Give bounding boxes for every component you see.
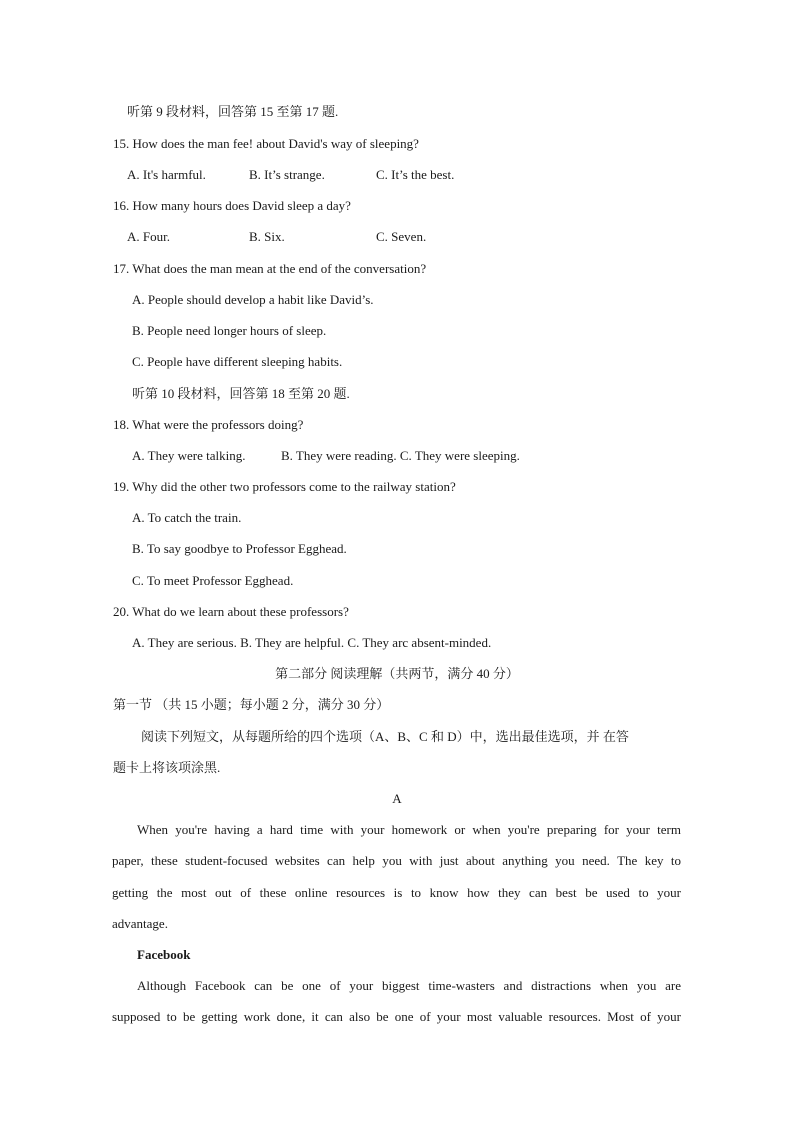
question-20-stem: 20. What do we learn about these professors? bbox=[113, 604, 349, 619]
paragraph-1-line-4: advantage. bbox=[112, 916, 168, 931]
question-19-option-b: B. To say goodbye to Professor Egghead. bbox=[132, 541, 347, 556]
question-16-option-a: A. Four. bbox=[127, 229, 170, 244]
paragraph-1-line-1: When you're having a hard time with your homework or when you're preparing for your term bbox=[137, 822, 681, 837]
section10-header: 听第 10 段材料，回答第 18 至第 20 题. bbox=[132, 386, 350, 401]
heading-facebook: Facebook bbox=[137, 947, 191, 962]
question-20-options: A. They are serious. B. They are helpful. C. They arc absent-minded. bbox=[132, 635, 492, 650]
question-15-option-b: B. It’s strange. bbox=[249, 167, 325, 182]
question-15-stem: 15. How does the man fee! about David's way of sleeping? bbox=[113, 136, 419, 151]
question-16-option-b: B. Six. bbox=[249, 229, 285, 244]
question-18-stem: 18. What were the professors doing? bbox=[113, 417, 304, 432]
question-18-option-a: A. They were talking. bbox=[132, 448, 246, 463]
question-18-options-b-c: B. They were reading. C. They were sleeping. bbox=[281, 448, 520, 463]
section9-header: 听第 9 段材料，回答第 15 至第 17 题. bbox=[127, 104, 339, 119]
paragraph-1-line-2: paper, these student-focused websites can help you with just about anything you need. The key to bbox=[112, 853, 681, 868]
question-16-stem: 16. How many hours does David sleep a day? bbox=[113, 198, 351, 213]
question-15-option-c: C. It’s the best. bbox=[376, 167, 455, 182]
question-17-option-c: C. People have different sleeping habits. bbox=[132, 354, 343, 369]
question-16-option-c: C. Seven. bbox=[376, 229, 427, 244]
question-19-stem: 19. Why did the other two professors come to the railway station? bbox=[113, 479, 456, 494]
question-15-option-a: A. It's harmful. bbox=[127, 167, 206, 182]
question-19-option-c: C. To meet Professor Egghead. bbox=[132, 573, 294, 588]
paragraph-2-line-1: Although Facebook can be one of your biggest time-wasters and distractions when you are bbox=[137, 978, 681, 993]
paragraph-1-line-3: getting the most out of these online resources is to know how they can best be used to your bbox=[112, 885, 681, 900]
passage-label: A bbox=[392, 791, 402, 806]
section-one-title: 第一节 （共 15 小题；每小题 2 分，满分 30 分） bbox=[113, 697, 390, 712]
question-17-option-a: A. People should develop a habit like David’s. bbox=[132, 292, 374, 307]
instructions-line-1: 阅读下列短文，从每题所给的四个选项（A、B、C 和 D）中，选出最佳选项，并 在答 bbox=[141, 729, 629, 744]
question-17-option-b: B. People need longer hours of sleep. bbox=[132, 323, 327, 338]
part-two-title: 第二部分 阅读理解（共两节，满分 40 分） bbox=[275, 666, 519, 681]
paragraph-2-line-2: supposed to be getting work done, it can also be one of your most valuable resources. Most of your bbox=[112, 1009, 681, 1024]
question-19-option-a: A. To catch the train. bbox=[132, 510, 242, 525]
instructions-line-2: 题卡上将该项涂黑. bbox=[113, 760, 221, 775]
question-17-stem: 17. What does the man mean at the end of the conversation? bbox=[113, 261, 427, 276]
